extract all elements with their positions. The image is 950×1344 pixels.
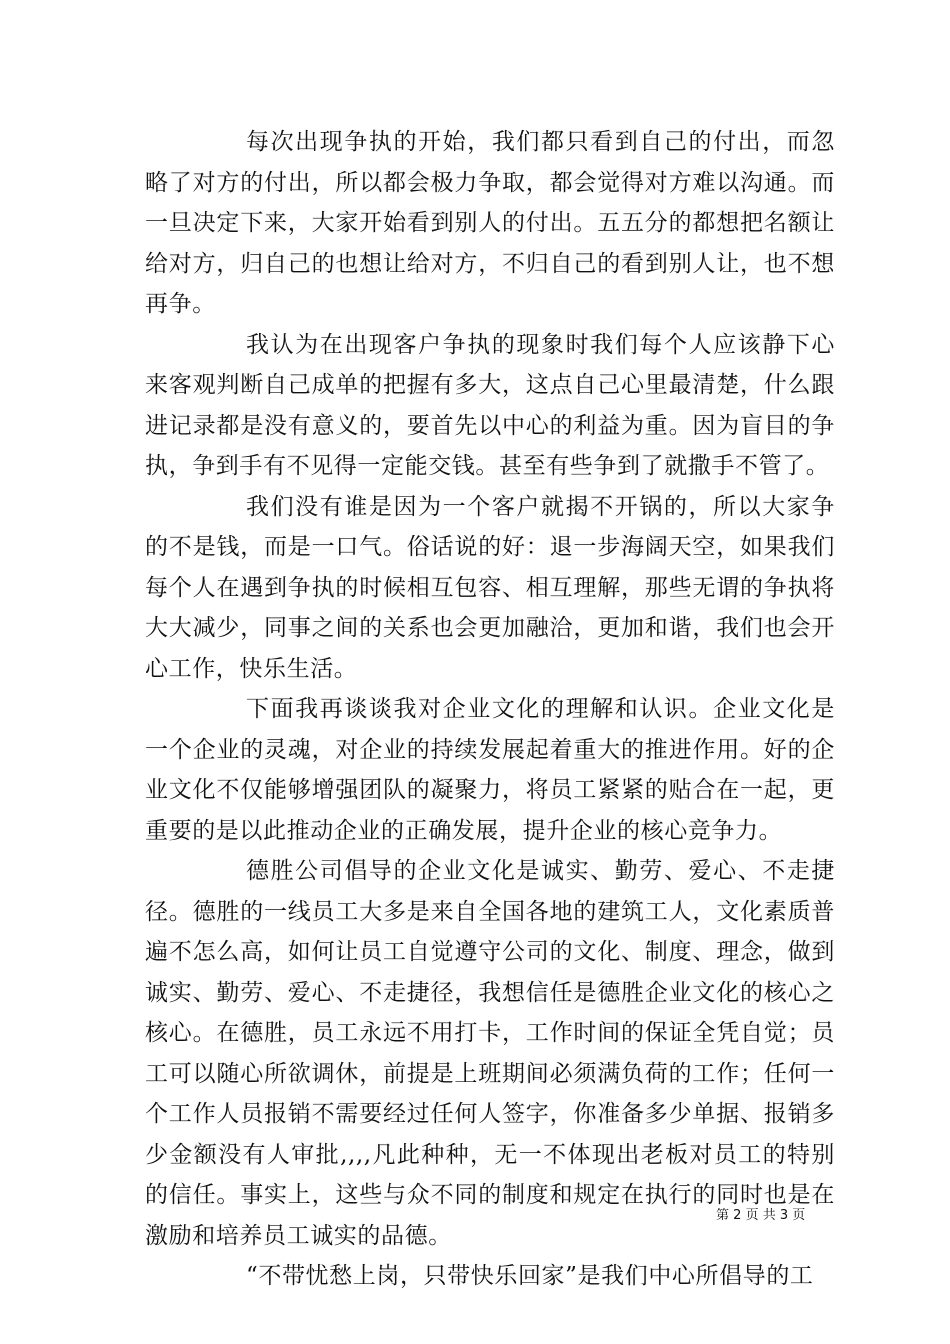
paragraph-slogan: “不带忧愁上岗，只带快乐回家”是我们中心所倡导的工	[246, 1263, 814, 1289]
paragraph-desheng-culture: 德胜公司倡导的企业文化是诚实、勤劳、爱心、不走捷径。德胜的一线员工大多是来自全国各地的建筑工人，文化素质普遍不怎么高，如何让员工自觉遵守公司的文化、制度、理念，做到诚实、勤劳、爱心、不走捷径，我想信任是德胜企业文化的核心之核心。在德胜，员工永远不用打卡，工作时间的保证全凭自觉；员工可以随心所欲调休，前提是上班期间必须满负荷的工作；任何一个工作人员报销不需要经过任何人签字，你准备多少单据、报销多少金额没有人审批,,,,凡此种种，无一不体现出老板对员工的特别的信任。事实上，这些与众不同的制度和规定在执行的同时也是在激励和培养员工诚实的品德。	[145, 858, 835, 1249]
footer-total-pages: 3	[779, 1208, 789, 1223]
paragraph-corporate-culture: 下面我再谈谈我对企业文化的理解和认识。企业文化是一个企业的灵魂，对企业的持续发展起着重大的推进作用。好的企业文化不仅能够增强团队的凝聚力，将员工紧紧的贴合在一起，更重要的是以此推动企业的正确发展，提升企业的核心竞争力。	[145, 696, 835, 844]
footer-prefix: 第	[716, 1208, 730, 1223]
document-body	[145, 122, 835, 1297]
paragraph-calm-judgement: 我认为在出现客户争执的现象时我们每个人应该静下心来客观判断自己成单的把握有多大，这点自己心里最清楚，什么跟进记录都是没有意义的，要首先以中心的利益为重。因为盲目的争执，争到手有不见得一定能交钱。甚至有些争到了就撒手不管了。	[145, 331, 835, 479]
paragraph-dispute-origin: 每次出现争执的开始，我们都只看到自己的付出，而忽略了对方的付出，所以都会极力争取，都会觉得对方难以沟通。而一旦决定下来，大家开始看到别人的付出。五五分的都想把名额让给对方，归自己的也想让给对方，不归自己的看到别人让，也不想再争。	[145, 129, 835, 317]
footer-middle: 页 共	[745, 1208, 776, 1223]
footer-page-number: 2	[733, 1208, 742, 1223]
paragraph-tolerance: 我们没有谁是因为一个客户就揭不开锅的，所以大家争的不是钱，而是一口气。俗话说的好：退一步海阔天空，如果我们每个人在遇到争执的时候相互包容、相互理解，那些无谓的争执将大大减少，同事之间的关系也会更加融洽，更加和谐，我们也会开心工作，快乐生活。	[145, 493, 835, 682]
page-footer	[716, 1208, 805, 1224]
footer-suffix: 页	[792, 1208, 806, 1223]
